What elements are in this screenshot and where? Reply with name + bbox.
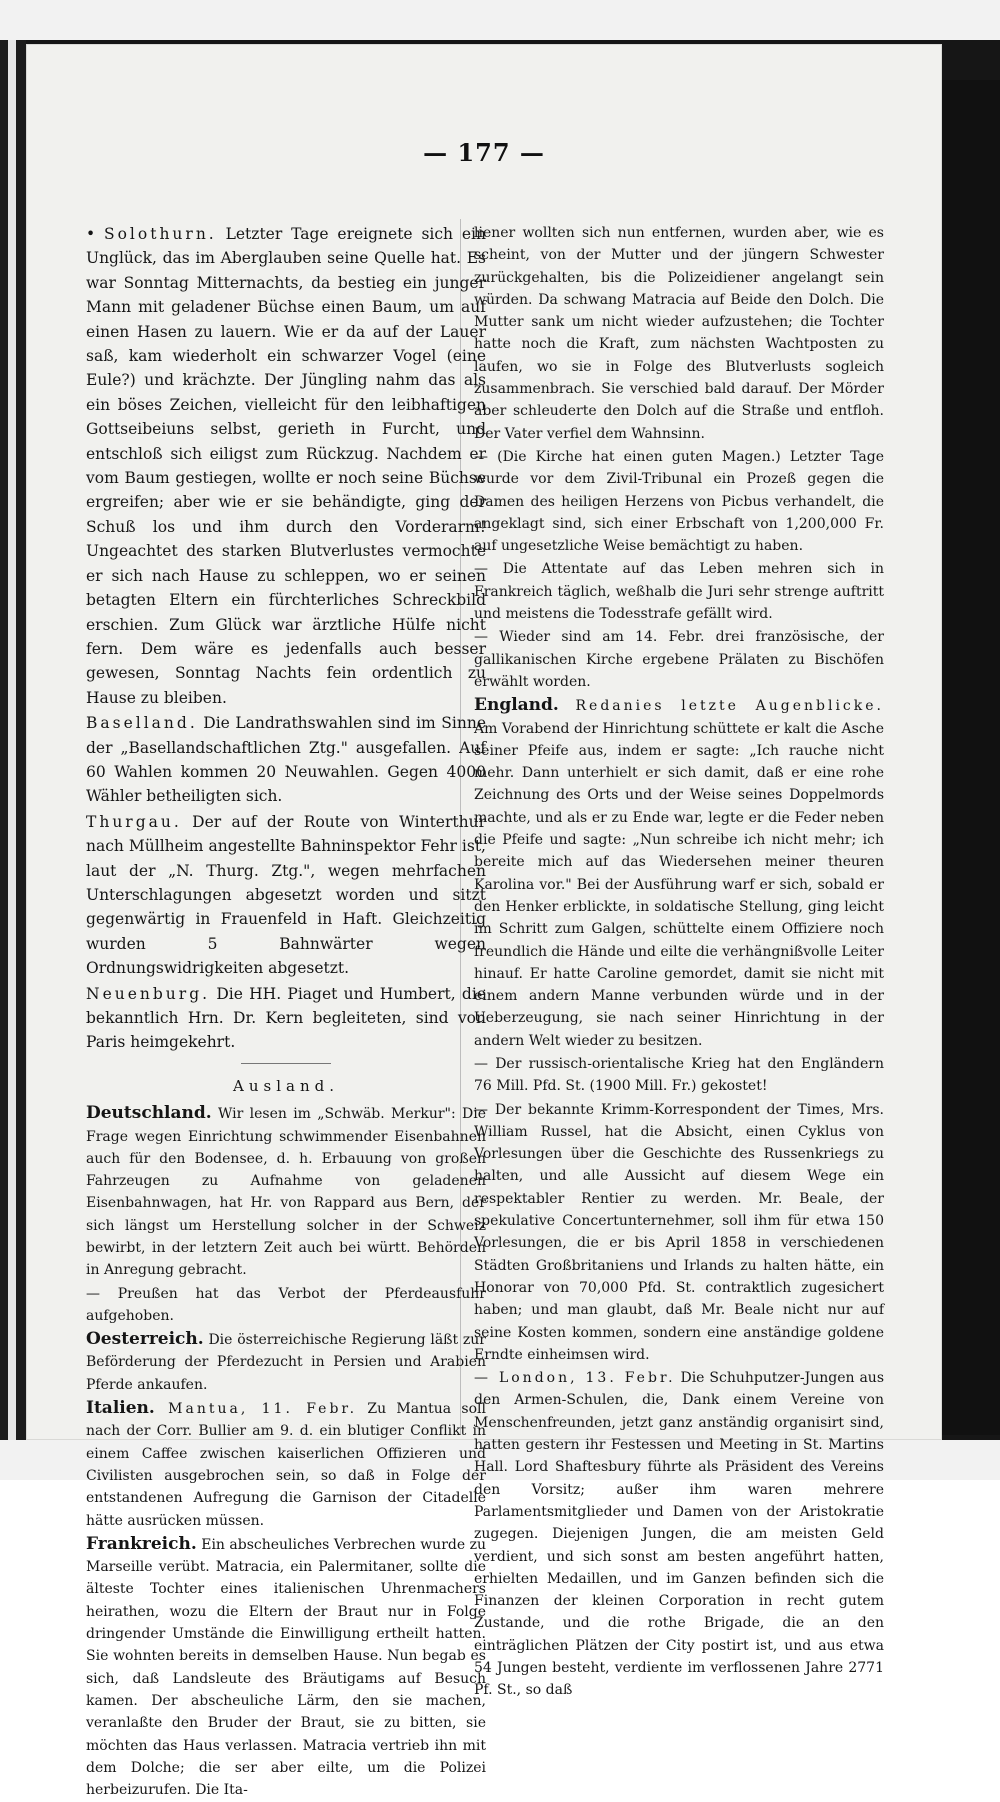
article-text: Die österreichische Regierung läßt zur Beförderung der Pferdezucht in Persien und Arabien Pferde ankaufen. (86, 1332, 486, 1393)
dateline-mantua: Mantua, 11. Febr. (154, 1401, 358, 1418)
article-text: — Wieder sind am 14. Febr. drei französische, der gallikanischen Kirche ergebene Prälaten zu Bischöfen erwählt worden. (474, 629, 884, 690)
article-neuenburg (86, 982, 486, 1055)
article-frankreich (86, 1533, 486, 1802)
article-baselland (86, 711, 486, 809)
article-text: Zu Mantua soll nach der Corr. Bullier am 9. d. ein blutiger Conflikt in einem Caffee zwischen kaiserlichen Offizieren und Civilisten ausgebrochen sein, so daß in Folge der entstandenen Aufregung die Garnison der Citadelle hätte ausrücken müssen. (86, 1401, 486, 1529)
book-right-edge (938, 80, 1000, 1435)
article-thurgau (86, 810, 486, 981)
article-england (474, 694, 884, 1052)
subheading-redanies: Redanies letzte Augenblicke. (558, 698, 884, 715)
dateline-baselland: Baselland. (86, 714, 198, 733)
dateline-thurgau: Thurgau. (86, 812, 182, 831)
country-heading-frankreich: Frankreich. (86, 1533, 197, 1554)
book-left-page-strip (8, 40, 16, 1440)
page-number: — 177 — (423, 138, 545, 167)
article-bischoefe (474, 626, 884, 693)
article-text: — Preußen hat das Verbot der Pferdeausfuhr aufgehoben. (86, 1285, 486, 1324)
article-preussen (86, 1283, 486, 1328)
country-heading-england: England. (474, 695, 559, 716)
article-text: — Der bekannte Krimm-Korrespondent der Times, Mrs. William Russel, hat die Absicht, einen Cyklus von Vorlesungen über die Geschichte des Russenkriegs zu halten, und alle Aussicht auf diesem Wege ein respektabler Rentier zu werden. Mr. Beale, der spekulative Concertunternehmer, soll ihm für etwa 150 Vorlesungen, die er bis April 1858 in verschiedenen Städten Großbritaniens und Irlands zu halten hätte, ein Honorar von 70,000 Pfd. St. contraktlich zugesichert haben; und man glaubt, daß Mr. Beale nicht nur auf seine Kosten kommen, sondern eine anständige goldene Erndte einheimsen wird. (474, 1101, 884, 1363)
dateline-neuenburg: Neuenburg. (86, 984, 211, 1003)
scan-top-margin (0, 0, 1000, 40)
article-text: Wir lesen im „Schwäb. Merkur": Die Frage wegen Einrichtung schwimmender Eisenbahnen auch für den Bodensee, d. h. Erbauung von großen Fahrzeugen zu Aufnahme von geladenen Eisenbahnwagen, hat Hr. von Rappard aus Bern, der sich längst um Herstellung solcher in der Schweiz bewirbt, in der letztern Zeit auch bei württ. Behörden in Anregung gebracht. (86, 1106, 486, 1279)
article-krieg-kosten (474, 1053, 884, 1098)
article-solothurn: • Solothurn. Letzter Tage ereignete sich ein Unglück, das im Aberglauben seine Quelle hat. Es war Sonntag Mitternachts, da bestieg ein junger Mann mit geladener Büchse einen Baum, um auf einen Hasen zu lauern. Wie er da auf der Lauer saß, kam wiederholt ein schwarzer Vogel (eine Eule?) und krächzte. Der Jüngling nahm das als ein böses Zeichen, vielleicht für den leibhaftigen Gottseibeiuns selbst, gerieth in Furcht, und entschloß sich eiligst zum Rückzug. Nachdem er vom Baum gestiegen, wollte er noch seine Büchse ergreifen; aber wie er sie behändigte, ging der Schuß los und ihm durch den Vorderarm! Ungeachtet des starken Blutverlustes vermochte er sich nach Hause zu schleppen, wo er seinen betagten Eltern ein fürchterliches Schreckbild erschien. Zum Glück war ärztliche Hülfe nicht fern. Dem wäre es jedenfalls auch besser gewesen, Sonntag Nachts fein ordentlich zu Hause zu bleiben. (86, 225, 486, 707)
newspaper-page (26, 44, 942, 1799)
article-text: Der auf der Route von Winterthur nach Müllheim angestellte Bahninspektor Fehr ist, laut der „N. Thurg. Ztg.", wegen mehrfachen Unterschlagungen abgesetzt worden und sitzt gegenwärtig in Frauenfeld in Haft. Gleichzeitig wurden 5 Bahnwärter wegen Ordnungswidrigkeiten abgesetzt. (86, 812, 486, 978)
article-london (474, 1367, 884, 1701)
article-russel (474, 1099, 884, 1367)
article-text: Die Schuhputzer-Jungen aus den Armen-Schulen, die, Dank einem Vereine von Menschenfreunden, jetzt ganz anständig organisirt sind, hatten gestern ihr Festessen und Meeting in St. Martins Hall. Lord Shaftesbury führte als Präsident des Vereins den Vorsitz; außer ihm waren mehrere Parlamentsmitglieder und Damen von der Aristokratie zugegen. Diejenigen Jungen, die am meisten Geld verdient, und sich sonst am besten angeführt hatten, erhielten Medaillen, und im Ganzen befinden sich die Finanzen der kleinen Corporation in recht gutem Zustande, und die rothe Brigade, die an den einträglichen Plätzen der City postirt ist, und aus etwa 54 Jungen besteht, verdiente im verflossenen Jahre 2771 Pf. St., so daß (474, 1370, 885, 1699)
article-text: — (Die Kirche hat einen guten Magen.) Letzter Tage wurde vor dem Zivil-Tribunal ein Prozeß gegen die Damen des heiligen Herzens von Picbus verhandelt, die angeklagt sind, sich einer Erbschaft von 1,200,000 Fr. auf ungesetzliche Weise bemächtigt zu haben. (474, 448, 884, 555)
article-text: Letzter Tage ereignete sich ein Unglück, das im Aberglauben seine Quelle hat. Es war Sonntag Mitternachts, da bestieg ein junger Mann mit geladener Büchse einen Baum, um auf einen Hasen zu lauern. Wie er da auf der Lauer saß, kam wiederholt ein schwarzer Vogel (eine Eule?) und krächzte. Der Jüngling nahm das als ein böses Zeichen, vielleicht für den leibhaftigen Gottseibeiuns selbst, gerieth in Furcht, und entschloß sich eiligst zum Rückzug. Nachdem er vom Baum gestiegen, wollte er noch seine Büchse ergreifen; aber wie er sie behändigte, ging der Schuß los und ihm durch den Vorderarm! Ungeachtet des starken Blutverlustes vermochte er sich nach Hause zu schleppen, wo er seinen betagten Eltern ein fürchterliches Schreckbild erschien. Zum Glück war ärztliche Hülfe nicht fern. Dem wäre es jedenfalls auch besser gewesen, Sonntag Nachts fein ordentlich zu Hause zu bleiben. (86, 225, 486, 707)
left-column (86, 222, 486, 1802)
section-heading-ausland: Ausland. (233, 1076, 339, 1095)
article-deutschland (86, 1102, 486, 1281)
article-italien (86, 1397, 486, 1532)
article-attentate (474, 558, 884, 625)
article-text: — Der russisch-orientalische Krieg hat den Engländern 76 Mill. Pfd. St. (1900 Mill. Fr.) gekostet! (474, 1055, 884, 1095)
dateline-london: — London, 13. Febr. (474, 1370, 676, 1387)
country-heading-oesterreich: Oesterreich. (86, 1329, 204, 1350)
section-rule (241, 1063, 331, 1064)
article-text: Am Vorabend der Hinrichtung schüttete er kalt die Asche seiner Pfeife aus, indem er sagte: „Ich rauche nicht mehr. Dann unterhielt er sich damit, daß er eine rohe Zeichnung des Orts und der Weise seines Doppelmords machte, und als er zu Ende war, legte er die Feder neben die Pfeife und sagte: „Nun schreibe ich nicht mehr; ich bereite mich auf das Wiedersehen meiner theuren Karolina vor." Bei der Ausführung warf er sich, sobald er den Henker erblickte, in soldatische Stellung, ging leicht im Schritt zum Galgen, schüttelte einem Offiziere noch freundlich die Hände und eilte die verhängnißvolle Leiter hinauf. Er hatte Caroline gemordet, damit sie nicht mit einem andern Manne verbunden würde und in der Ueberzeugung, sie nach seiner Hinrichtung in der andern Welt wieder zu besitzen. (474, 720, 884, 1049)
article-text: liener wollten sich nun entfernen, wurden aber, wie es scheint, von der Mutter und der jüngern Schwester zurückgehalten, bis die Polizeidiener angelangt sein würden. Da schwang Matracia auf Beide den Dolch. Die Mutter sank um nicht wieder aufzustehen; die Tochter hatte noch die Kraft, zum nächsten Wachtposten zu laufen, wo sie in Folge des Blutverlusts sogleich zusammenbrach. Sie verschied bald darauf. Der Mörder aber schleuderte den Dolch auf die Straße und entfloh. Der Vater verfiel dem Wahnsinn. (474, 225, 884, 442)
article-oesterreich (86, 1328, 486, 1396)
country-heading-italien: Italien. (86, 1398, 155, 1419)
article-text: — Die Attentate auf das Leben mehren sich in Frankreich täglich, weßhalb die Juri sehr strenge auftritt und meistens die Todesstrafe gefällt wird. (474, 561, 884, 623)
right-column (474, 222, 884, 1703)
article-text: Die HH. Piaget und Humbert, die bekanntlich Hrn. Dr. Kern begleiteten, sind von Paris heimgekehrt. (86, 984, 486, 1052)
article-frankreich-continued (474, 222, 884, 445)
article-kirche (474, 446, 884, 557)
article-text: Ein abscheuliches Verbrechen wurde zu Marseille verübt. Matracia, ein Palermitaner, sollte die älteste Tochter eines italienischen Uhrenmachers heirathen, wozu die Eltern der Braut nur in Folge dringender Umstände die Einwilligung ertheilt hatten. Sie wohnten bereits in demselben Hause. Nun begab es sich, daß Landsleute des Bräutigams auf Besuch kamen. Der abscheuliche Lärm, den sie machen, veranlaßte den Bruder der Braut, sie zu bitten, sie möchten das Haus verlassen. Matracia vertrieb ihn mit dem Dolche; die ser aber eilte, um die Polizei herbeizurufen. Die Ita- (86, 1536, 486, 1799)
article-text: Die Landrathswahlen sind im Sinne der „Basellandschaftlichen Ztg." ausgefallen. Auf 60 Wahlen kommen 20 Neuwahlen. Gegen 4000 Wähler betheiligten sich. (86, 714, 486, 806)
country-heading-deutschland: Deutschland. (86, 1103, 212, 1124)
dateline-solothurn: Solothurn. (103, 225, 217, 243)
